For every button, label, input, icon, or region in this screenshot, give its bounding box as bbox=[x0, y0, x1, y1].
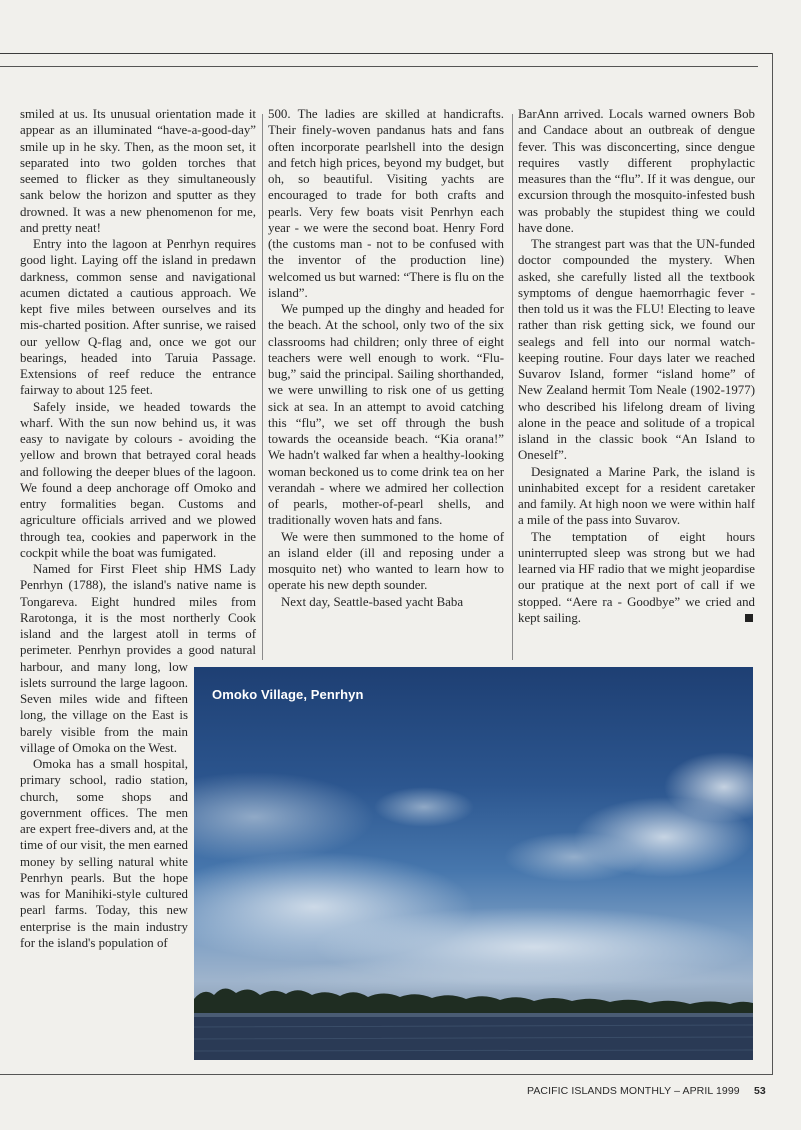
paragraph: The strangest part was that the UN-funded doctor compounded the mystery. When asked, she carefully listed all the textbook symptoms of dengue haemorrhagic fever - then told us it was the FLU! Electing to leave rather than risk getting sick, we found our sealegs and fell into our normal watch-keeping routine. Four days later we reached Suvarov Island, former “island home” of New Zealand hermit Tom Neale (1902-1977) who described his lifelong dream of living alone in the peace and solitude of a tropical island in the classic book “An Island to Oneself”. bbox=[518, 237, 755, 463]
lagoon-photo bbox=[194, 667, 753, 1060]
paragraph bbox=[518, 529, 755, 627]
closing-text: The temptation of eight hours uninterrupted sleep was strong but we had learned via HF radio that we might jeopardise our pratique at the next port of call if we stopped. “Aere ra - Goodbye” we cried and kept sailing. bbox=[518, 529, 755, 625]
column-divider-2 bbox=[512, 114, 513, 660]
frame-right-rule bbox=[772, 53, 773, 1075]
top-rule-inner bbox=[0, 66, 758, 67]
paragraph: We were then summoned to the home of an island elder (ill and reposing under a mosquito net) who wanted to learn how to operate his new depth sounder. bbox=[268, 529, 504, 593]
paragraph: Omoka has a small hospital, primary school, radio station, church, some shops and government offices. The men are expert free-divers and, at the time of our visit, the men earned money by selling natural white Penrhyn pearls. But the hope was for Manihiki-style cultured pearl farms. Today, this new enterprise is the main industry for the island's population of bbox=[20, 757, 188, 950]
lagoon-scene-illustration bbox=[194, 667, 753, 1060]
paragraph: Designated a Marine Park, the island is uninhabited except for a resident caretaker and family. At high noon we were within half a mile of the pass into Suvarov. bbox=[518, 464, 755, 528]
article-column-2 bbox=[268, 106, 504, 610]
end-of-article-mark bbox=[745, 614, 753, 622]
paragraph: Next day, Seattle-based yacht Baba bbox=[281, 594, 464, 609]
photo-caption: Omoko Village, Penrhyn bbox=[212, 687, 364, 702]
article-column-3 bbox=[518, 106, 755, 626]
paragraph: Entry into the lagoon at Penrhyn requires good light. Laying off the island in predawn darkness, common sense and navigational acumen dictated a cautious approach. We kept five miles between ourselves and its mis-charted position. After sunrise, we raised our yellow Q-flag and, once we got our bearings, headed into Taruia Passage. Extensions of reef reduce the entrance fairway to about 125 feet. bbox=[20, 237, 256, 398]
publication-footer: PACIFIC ISLANDS MONTHLY – APRIL 1999 bbox=[527, 1085, 740, 1097]
paragraph: smiled at us. Its unusual orientation made it appear as an illuminated “have-a-good-day” smile up in he sky. Then, as the moon set, it separated into two golden torches that seemed to flicker as they simultaneously sank below the horizon and sputter as they drowned. It was a new phenomenon for me, and pretty neat! bbox=[20, 107, 256, 235]
paragraph: We pumped up the dinghy and headed for the beach. At the school, only two of the six classrooms had children; only three of eight teachers were well enough to work. “Flu-bug,” said the principal. Sailing shorthanded, we were unwilling to risk one of us getting sick at sea. In an attempt to avoid catching this “flu”, we set off through the bush towards the oceanside beach. “Kia orana!” We hadn't walked far when a healthy-looking woman beckoned us to come drink tea on her verandah - where we admired her collection of pearls, mother-of-pearl shells, and traditionally woven hats and fans. bbox=[268, 302, 504, 528]
paragraph: Named for First Fleet ship HMS Lady Penrhyn (1788), the island's native name is Tongareva. Eight hundred miles from Rarotonga, it is the most northerly Cook island and the largest atoll in terms of perimeter. Penrhyn provides a good natural harbour, and many long, low islets surround the large lagoon. Seven miles wide and fifteen long, the village on the East is barely visible from the main village of Omoka on the West. bbox=[20, 562, 256, 755]
top-rule bbox=[0, 53, 773, 54]
page-number: 53 bbox=[754, 1085, 766, 1097]
paragraph: 500. The ladies are skilled at handicrafts. Their finely-woven pandanus hats and fans often incorporate pearlshell into the design and fetch high prices, beyond my budget, but oh, so beautiful. Visiting yachts are encouraged to trade for both crafts and pearls. Very few boats visit Penrhyn each year - we were the second boat. Henry Ford (the customs man - not to be confused with the inventor of the production line) welcomed us but warned: “There is flu on the island”. bbox=[268, 107, 504, 300]
column-divider-1 bbox=[262, 114, 263, 660]
paragraph: BarAnn arrived. Locals warned owners Bob and Candace about an outbreak of dengue fever. This was disconcerting, since dengue requires vastly different prophylactic measures than the “flu”. If it was dengue, our excursion through the mosquito-infested bush was probably the stupidest thing we could have done. bbox=[518, 107, 755, 235]
paragraph: Safely inside, we headed towards the wharf. With the sun now behind us, it was easy to navigate by colours - avoiding the yellow and brown that betrayed coral heads and following the deeper blues of the lagoon. We found a deep anchorage off Omoko and entry formalities began. Customs and agriculture officials arrived and we plowed through tea, cookies and paperwork in the cockpit while the boat was fumigated. bbox=[20, 399, 256, 560]
